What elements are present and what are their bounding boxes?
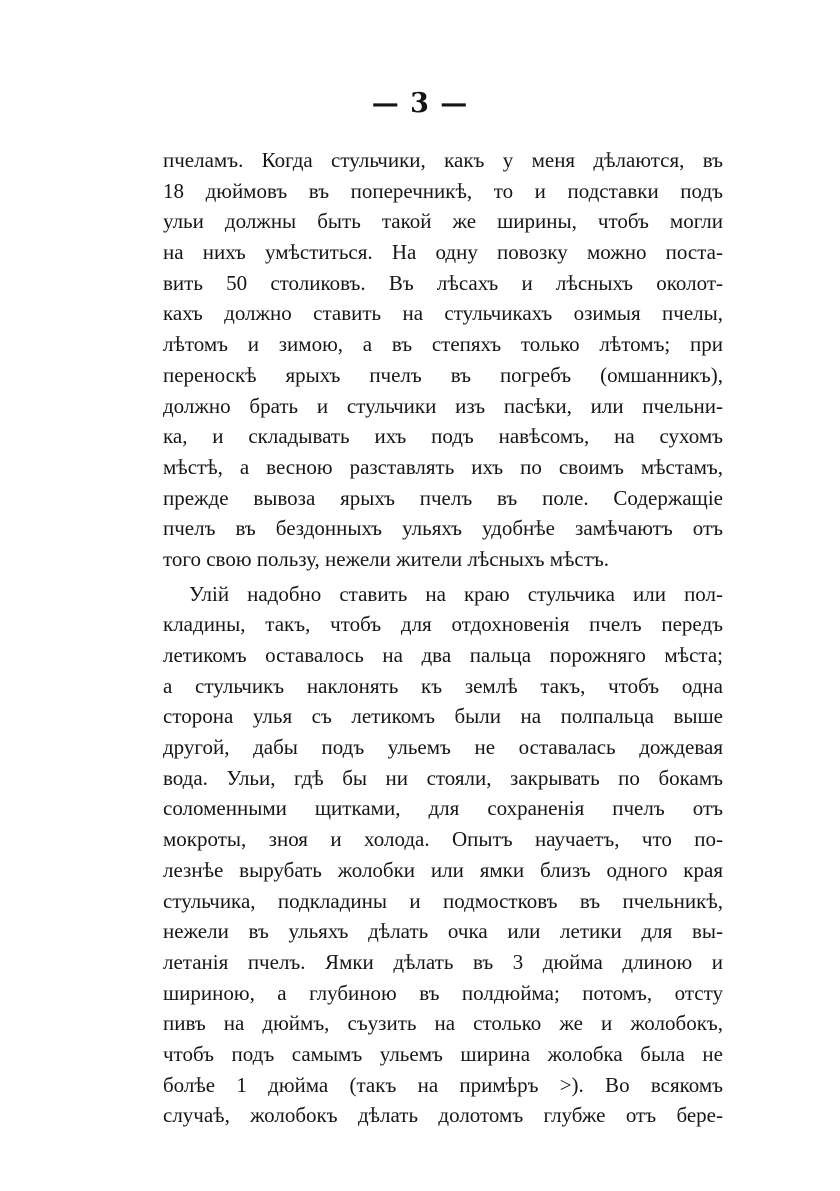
text-line: прежде вывоза ярыхъ пчелъ въ поле. Содержащіе — [163, 485, 723, 510]
text-line: соломенными щитками, для сохраненія пчелъ отъ — [163, 796, 723, 821]
body-text — [163, 145, 723, 1131]
text-line: переноскѣ ярыхъ пчелъ въ погребъ (омшанникъ), — [163, 362, 723, 387]
text-line: лѣтомъ и зимою, а въ степяхъ только лѣтомъ; при — [163, 332, 723, 357]
paragraph — [163, 579, 723, 1131]
text-line: нежели въ ульяхъ дѣлать очка или летики для вы- — [163, 919, 723, 944]
text-line: чтобъ подъ самымъ ульемъ ширина жолобка была не — [163, 1041, 723, 1066]
text-line: Улій надобно ставить на краю стульчика или пол- — [189, 581, 723, 606]
text-line: сторона улья съ летикомъ были на полпальца выше — [163, 704, 723, 729]
text-line: вить 50 столиковъ. Въ лѣсахъ и лѣсныхъ околот- — [163, 270, 723, 295]
text-line: должно брать и стульчики изъ пасѣки, или пчельни- — [163, 393, 723, 418]
text-line: того свою пользу, нежели жители лѣсныхъ мѣстъ. — [163, 546, 609, 571]
text-line: а стульчикъ наклонять къ землѣ такъ, чтобъ одна — [163, 673, 723, 698]
text-line: летикомъ оставалось на два пальца порожняго мѣста; — [163, 643, 723, 667]
text-line: пивъ на дюймъ, съузить на столько же и жолобокъ, — [163, 1011, 723, 1036]
text-line: на нихъ умѣститься. На одну повозку можно поста- — [163, 240, 723, 265]
text-line: летанія пчелъ. Ямки дѣлать въ 3 дюйма длиною и — [163, 949, 723, 974]
paragraph — [163, 145, 723, 575]
text-line: стульчика, подкладины и подмостковъ въ пчельникѣ, — [163, 888, 723, 913]
text-line: шириною, а глубиною въ полдюйма; потомъ, отсту — [163, 980, 723, 1005]
text-line: пчелъ въ бездонныхъ ульяхъ удобнѣе замѣчаютъ отъ — [163, 516, 723, 541]
page-number: — 3 — — [371, 88, 469, 119]
text-line: ульи должны быть такой же ширины, чтобъ могли — [163, 209, 723, 234]
text-line: вода. Ульи, гдѣ бы ни стояли, закрывать по бокамъ — [163, 765, 723, 790]
text-line: мокроты, зноя и холода. Опытъ научаетъ, что по- — [163, 827, 723, 852]
text-line: другой, дабы подъ ульемъ не оставалась дождевая — [163, 735, 723, 760]
text-line: 18 дюймовъ въ поперечникѣ, то и подставки подъ — [163, 178, 723, 203]
text-line: мѣстѣ, а весною разставлять ихъ по своимъ мѣстамъ, — [163, 454, 723, 479]
text-line: пчеламъ. Когда стульчики, какъ у меня дѣлаются, въ — [163, 148, 723, 172]
text-line: ка, и складывать ихъ подъ навѣсомъ, на сухомъ — [163, 424, 723, 449]
text-line: болѣе 1 дюйма (такъ на примѣръ >). Во всякомъ — [163, 1072, 723, 1097]
text-line: случаѣ, жолобокъ дѣлать долотомъ глубже отъ бере- — [163, 1103, 723, 1128]
text-line: кахъ должно ставить на стульчикахъ озимыя пчелы, — [163, 301, 723, 326]
text-line: лезнѣе вырубать жолобки или ямки близъ одного края — [163, 857, 723, 882]
text-line: кладины, такъ, чтобъ для отдохновенія пчелъ передъ — [163, 612, 723, 637]
